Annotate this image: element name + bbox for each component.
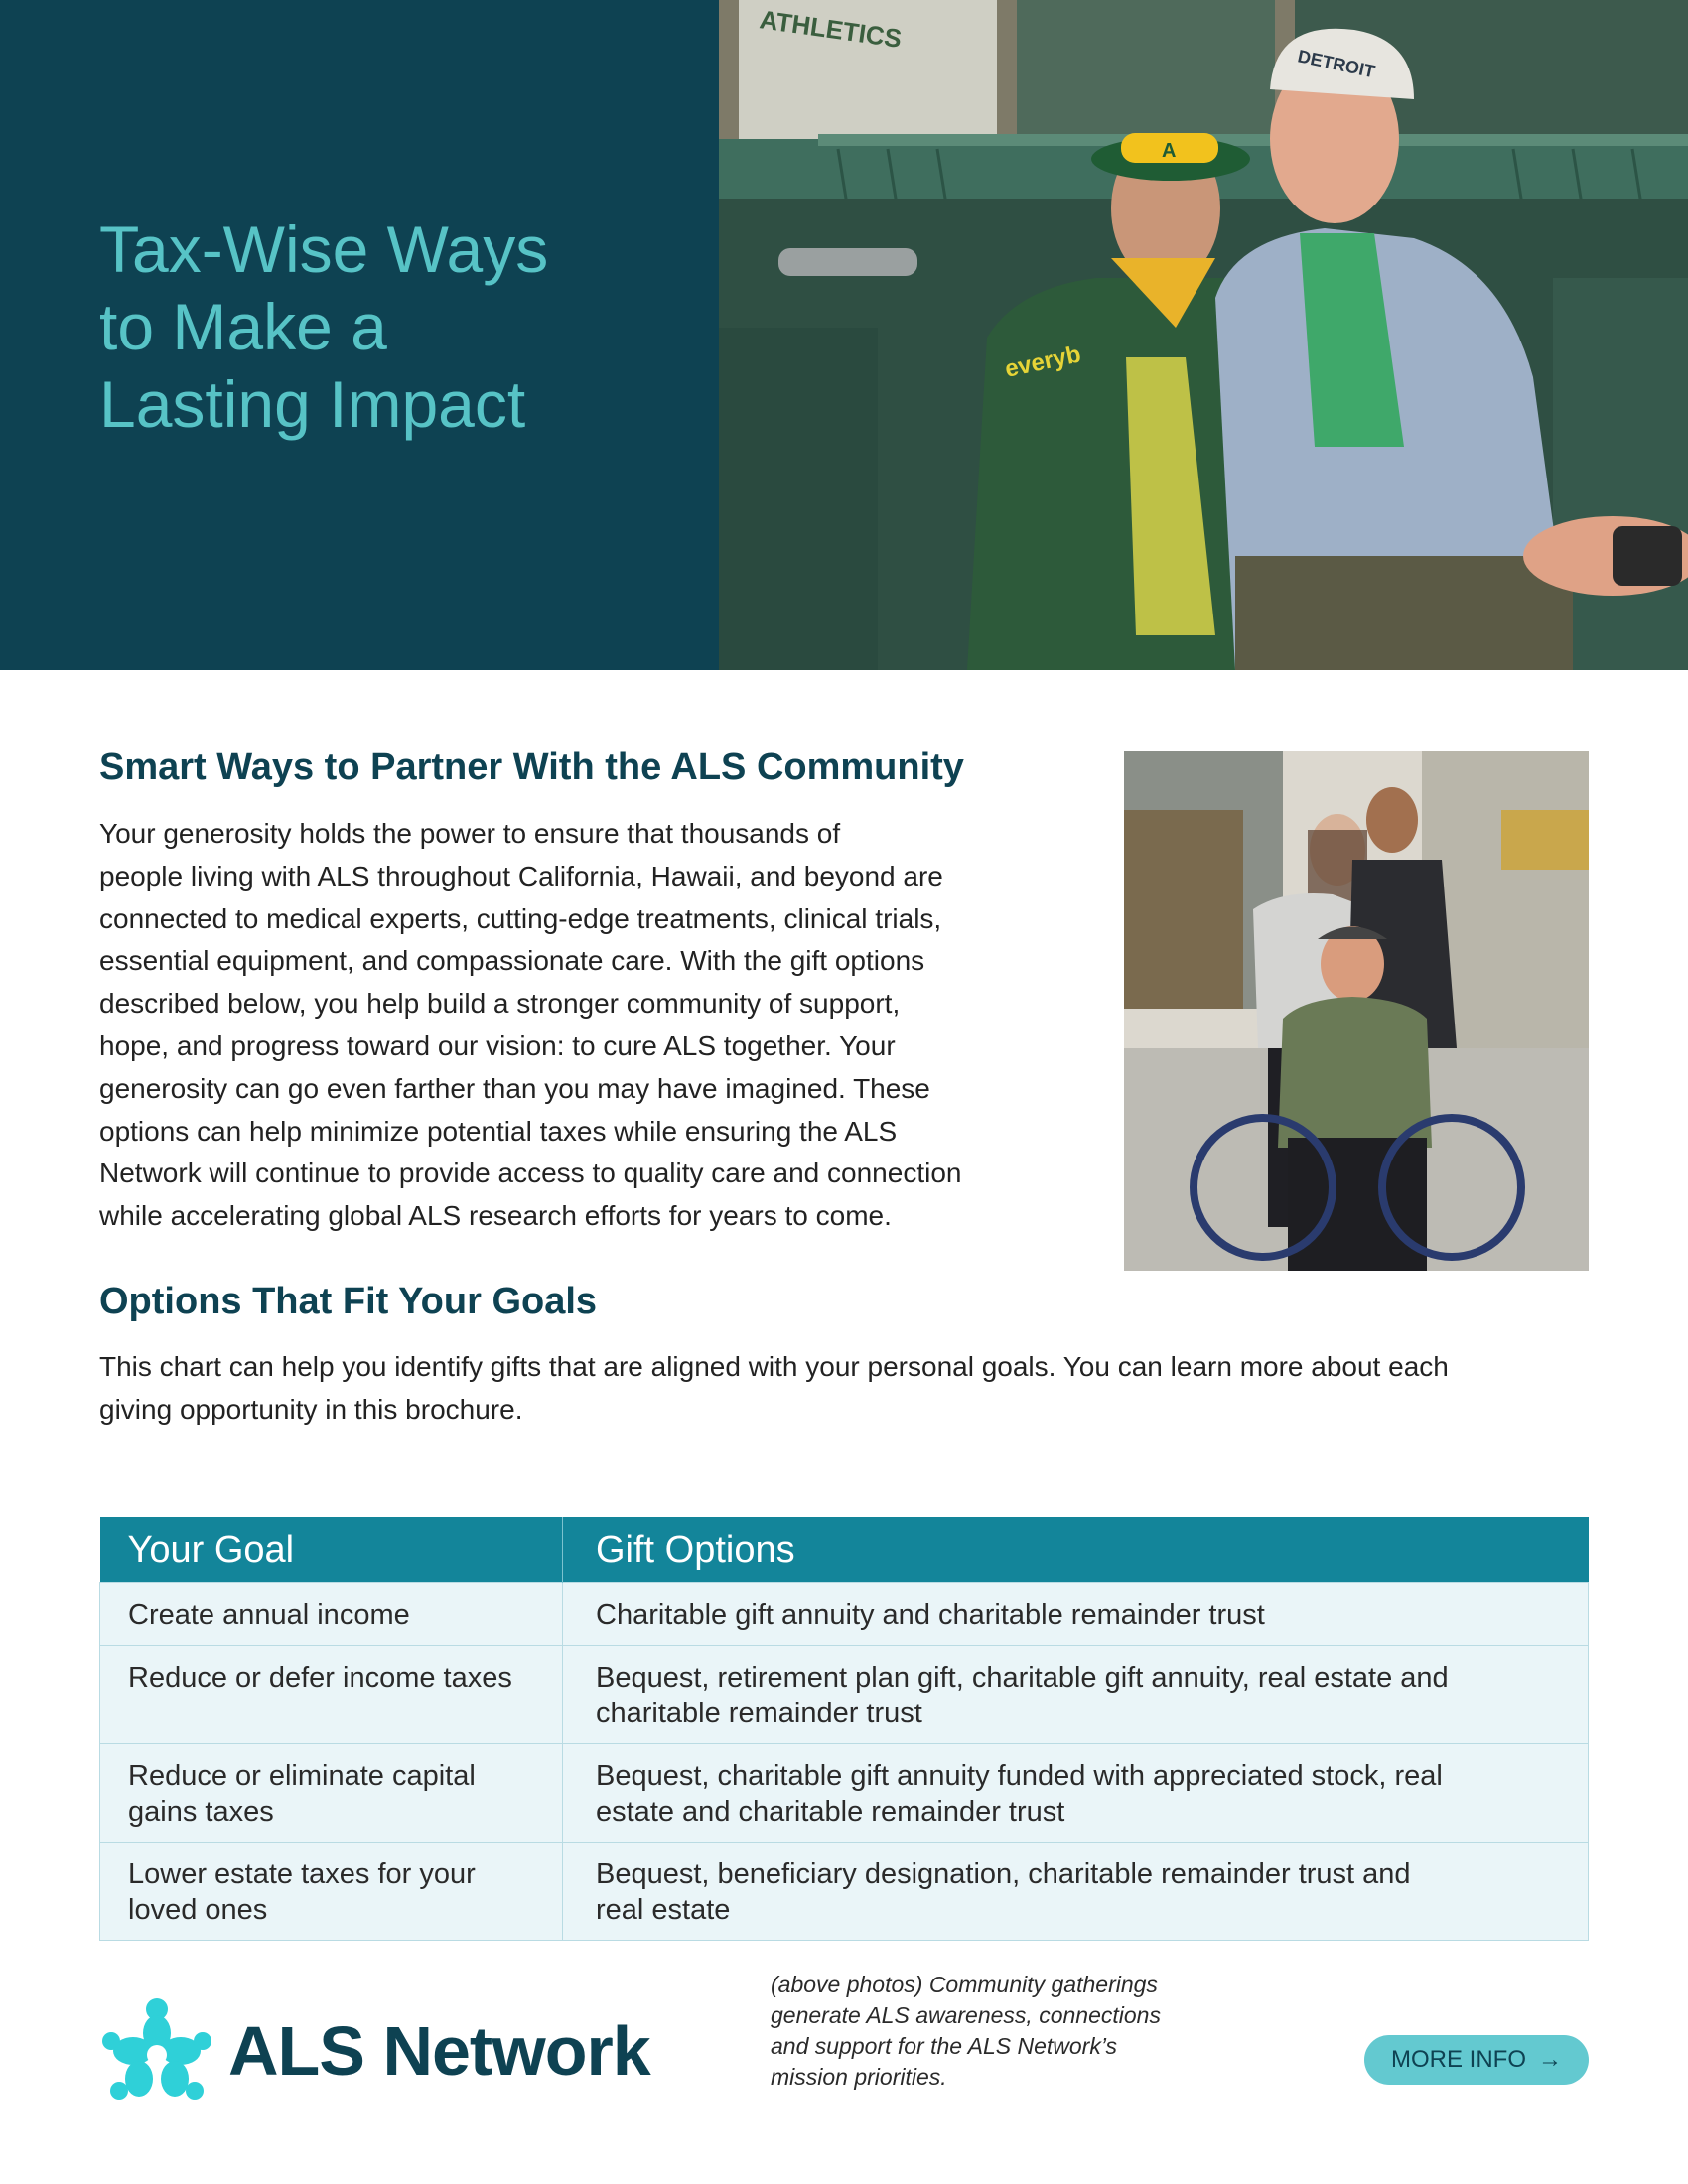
caption-line: (above photos) Community gatherings (771, 1972, 1158, 1997)
logo-text: ALS Network (228, 2012, 650, 2090)
arrow-right-icon: → (1538, 2046, 1562, 2073)
paragraph-line: essential equipment, and compassionate care. With the gift options (99, 945, 925, 977)
cell-text: Bequest, retirement plan gift, charitable gift annuity, real estate and (596, 1662, 1449, 1694)
paragraph-line: options can help minimize potential taxes while ensuring the ALS (99, 1115, 898, 1147)
paragraph-line: described below, you help build a stronger community of support, (99, 988, 901, 1020)
section-heading: Options That Fit Your Goals (99, 1281, 598, 1322)
banner-text: ATHLETICS (758, 4, 904, 54)
options-cell (563, 1744, 1589, 1843)
table-row (100, 1843, 1589, 1941)
cell-text: gains taxes (128, 1796, 274, 1828)
section-heading: Smart Ways to Partner With the ALS Community (99, 747, 964, 788)
title-line: to Make a (99, 290, 387, 363)
goal-cell (100, 1646, 563, 1744)
goal-cell (100, 1744, 563, 1843)
cell-text: charitable remainder trust (596, 1698, 922, 1729)
more-info-label: MORE INFO (1391, 2046, 1526, 2073)
paragraph-line: generosity can go even farther than you may have imagined. These (99, 1072, 930, 1104)
paragraph-line: people living with ALS throughout California, Hawaii, and beyond are (99, 860, 943, 891)
cell-text: Charitable gift annuity and charitable remainder trust (596, 1599, 1265, 1631)
paragraph-line: This chart can help you identify gifts that are aligned with your personal goals. You can learn more about each (99, 1351, 1449, 1382)
cell-text: loved ones (128, 1894, 268, 1926)
cell-text: Create annual income (128, 1599, 410, 1631)
cell-text: Reduce or eliminate capital (128, 1760, 476, 1792)
goal-cell (100, 1843, 563, 1941)
paragraph-line: hope, and progress toward our vision: to cure ALS together. Your (99, 1029, 896, 1061)
cell-text: Lower estate taxes for your (128, 1858, 476, 1890)
table-header-row (100, 1517, 1589, 1583)
column-header-goal: Your Goal (100, 1517, 563, 1583)
goals-table (99, 1517, 1589, 1941)
cap-logo-text: A (1162, 140, 1177, 162)
photo-caption (771, 1970, 1237, 2093)
shirt-text: everyb (1002, 341, 1083, 383)
options-cell (563, 1646, 1589, 1744)
page-title (99, 210, 655, 443)
side-photo (1124, 751, 1589, 1271)
cell-text: estate and charitable remainder trust (596, 1796, 1065, 1828)
stadium-couple-photo (719, 0, 1688, 670)
cap-logo-text: DETROIT (1296, 46, 1377, 82)
als-network-logo[interactable] (97, 1995, 683, 2105)
paragraph-line: Network will continue to provide access to quality care and connection (99, 1158, 962, 1189)
paragraph-line: while accelerating global ALS research efforts for years to come. (99, 1200, 892, 1232)
flower-logo-icon (97, 1995, 216, 2105)
chart-intro-paragraph (99, 1346, 1449, 1432)
paragraph-line: connected to medical experts, cutting-edge treatments, clinical trials, (99, 902, 942, 934)
caption-line: and support for the ALS Network’s (771, 2033, 1118, 2059)
intro-paragraph (99, 813, 961, 1238)
table-row (100, 1583, 1589, 1646)
goal-cell (100, 1583, 563, 1646)
cell-text: Bequest, charitable gift annuity funded with appreciated stock, real (596, 1760, 1443, 1792)
title-line: Lasting Impact (99, 367, 526, 441)
cell-text: Bequest, beneficiary designation, charitable remainder trust and (596, 1858, 1411, 1890)
hero-panel (0, 0, 719, 670)
cell-text: real estate (596, 1894, 731, 1926)
more-info-button[interactable] (1364, 2035, 1589, 2085)
column-header-options: Gift Options (563, 1517, 1589, 1583)
paragraph-line: giving opportunity in this brochure. (99, 1393, 523, 1425)
hero-photo (719, 0, 1688, 670)
options-cell (563, 1843, 1589, 1941)
table-row (100, 1646, 1589, 1744)
caption-line: generate ALS awareness, connections (771, 2002, 1161, 2028)
paragraph-line: Your generosity holds the power to ensure that thousands of (99, 818, 841, 849)
stadium-family-photo (1124, 751, 1589, 1271)
caption-line: mission priorities. (771, 2064, 947, 2090)
options-cell (563, 1583, 1589, 1646)
cell-text: Reduce or defer income taxes (128, 1662, 512, 1694)
table-row (100, 1744, 1589, 1843)
title-line: Tax-Wise Ways (99, 212, 549, 286)
